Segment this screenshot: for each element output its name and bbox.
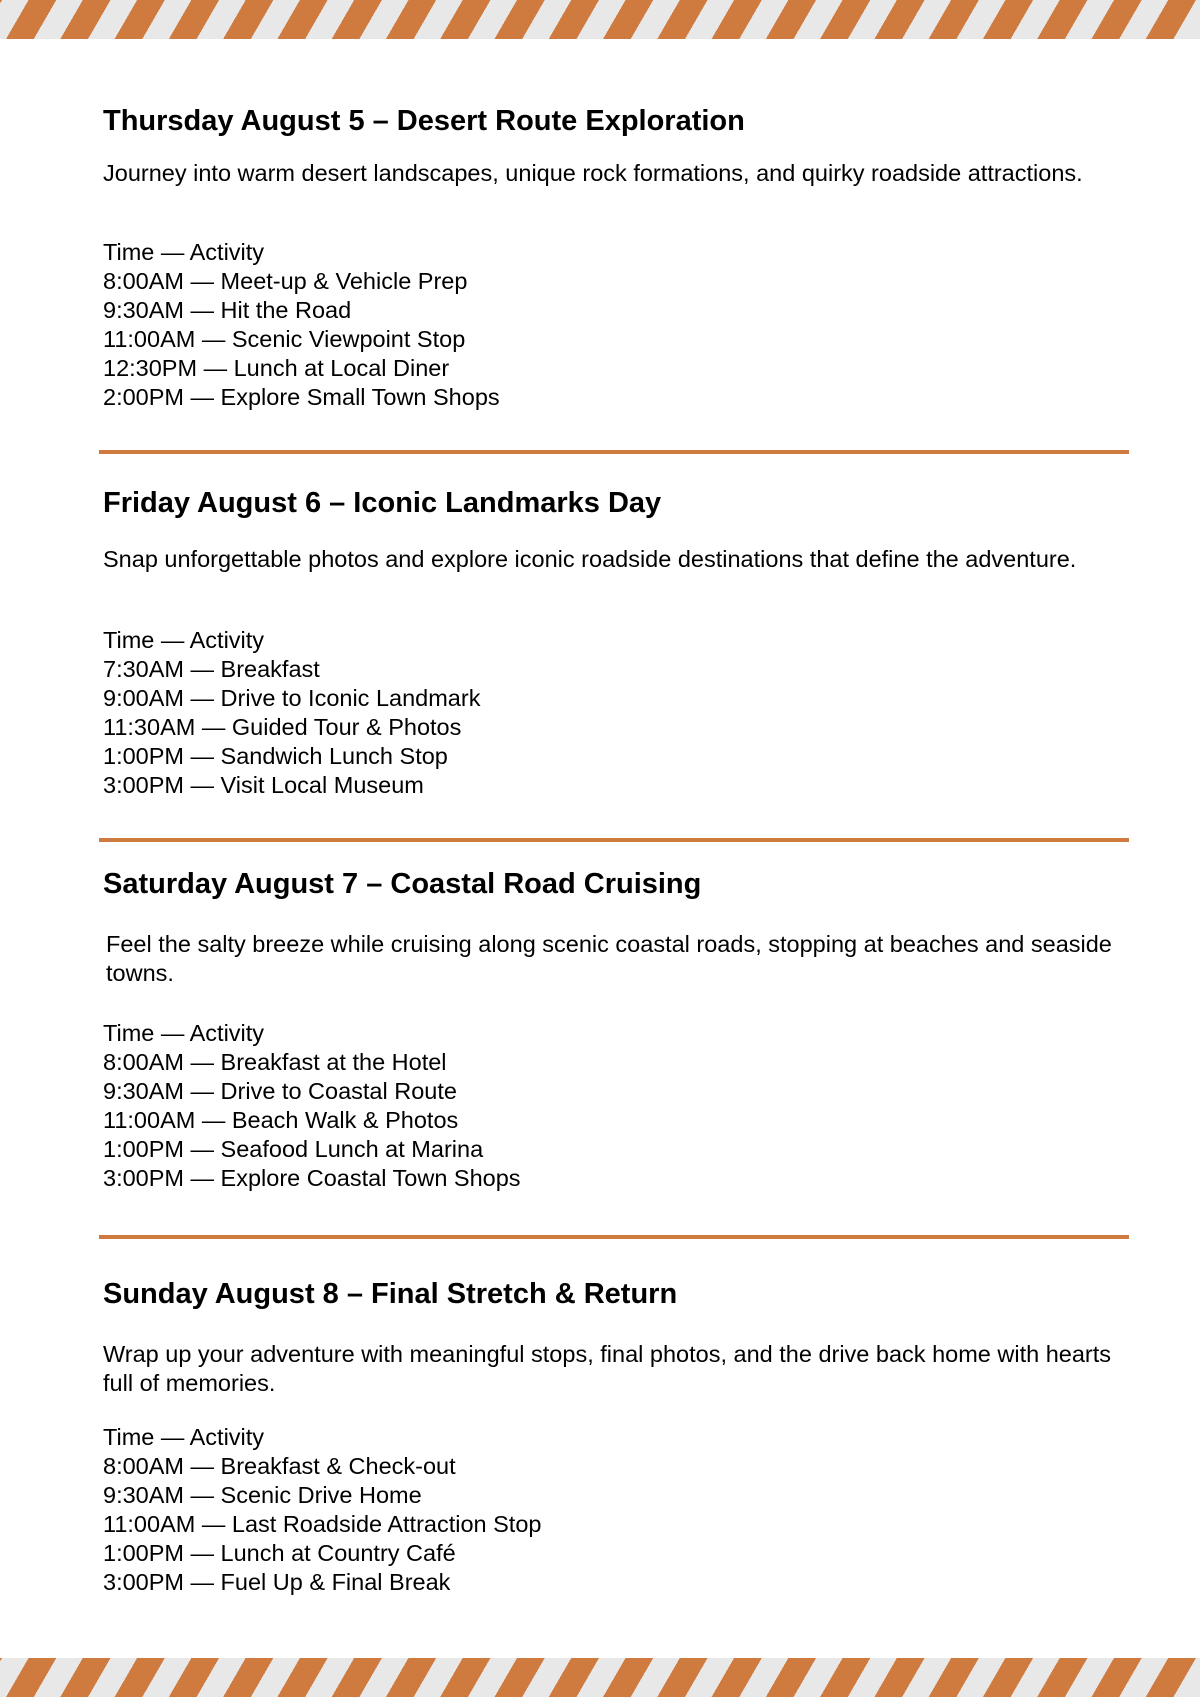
section-divider (99, 450, 1129, 454)
schedule-item: 9:30AM — Hit the Road (103, 297, 352, 323)
section-divider (99, 838, 1129, 842)
schedule-item: 9:30AM — Drive to Coastal Route (103, 1078, 457, 1104)
schedule-list (103, 1423, 541, 1597)
top-stripe-border (0, 0, 1200, 39)
schedule-item: 3:00PM — Explore Coastal Town Shops (103, 1165, 521, 1191)
schedule-item: 8:00AM — Breakfast & Check-out (103, 1453, 456, 1479)
day-section-saturday (103, 867, 1123, 1191)
day-section-friday (103, 486, 1123, 798)
schedule-item: 11:00AM — Beach Walk & Photos (103, 1107, 459, 1133)
schedule-list (103, 1019, 521, 1193)
schedule-item: 8:00AM — Breakfast at the Hotel (103, 1049, 447, 1075)
day-description: Feel the salty breeze while cruising along scenic coastal roads, stopping at beaches and seaside towns. (106, 931, 1112, 986)
schedule-header: Time — Activity (103, 1020, 265, 1046)
schedule-item: 7:30AM — Breakfast (103, 656, 320, 682)
schedule-item: 3:00PM — Visit Local Museum (103, 772, 424, 798)
day-title: Sunday August 8 – Final Stretch & Return (103, 1278, 678, 1310)
day-title: Friday August 6 – Iconic Landmarks Day (103, 487, 662, 519)
schedule-item: 1:00PM — Lunch at Country Café (103, 1540, 456, 1566)
schedule-item: 11:00AM — Last Roadside Attraction Stop (103, 1511, 542, 1537)
schedule-item: 1:00PM — Seafood Lunch at Marina (103, 1136, 484, 1162)
schedule-item: 12:30PM — Lunch at Local Diner (103, 355, 450, 381)
schedule-item: 11:30AM — Guided Tour & Photos (103, 714, 462, 740)
day-section-sunday (103, 1277, 1123, 1595)
schedule-list (103, 238, 500, 412)
day-section-thursday (103, 104, 1123, 410)
schedule-item: 2:00PM — Explore Small Town Shops (103, 384, 500, 410)
schedule-item: 9:00AM — Drive to Iconic Landmark (103, 685, 481, 711)
schedule-header: Time — Activity (103, 627, 265, 653)
day-title: Saturday August 7 – Coastal Road Cruising (103, 868, 702, 900)
schedule-header: Time — Activity (103, 239, 265, 265)
schedule-item: 3:00PM — Fuel Up & Final Break (103, 1569, 451, 1595)
schedule-item: 1:00PM — Sandwich Lunch Stop (103, 743, 448, 769)
schedule-list (103, 626, 480, 800)
schedule-header: Time — Activity (103, 1424, 265, 1450)
schedule-item: 8:00AM — Meet-up & Vehicle Prep (103, 268, 468, 294)
schedule-item: 11:00AM — Scenic Viewpoint Stop (103, 326, 466, 352)
day-description: Snap unforgettable photos and explore iconic roadside destinations that define the adventure. (103, 546, 1077, 572)
day-title: Thursday August 5 – Desert Route Exploration (103, 105, 745, 137)
bottom-stripe-border (0, 1658, 1200, 1697)
section-divider (99, 1235, 1129, 1239)
schedule-item: 9:30AM — Scenic Drive Home (103, 1482, 422, 1508)
day-description: Journey into warm desert landscapes, unique rock formations, and quirky roadside attractions. (103, 160, 1083, 186)
day-description: Wrap up your adventure with meaningful stops, final photos, and the drive back home with hearts full of memories. (103, 1341, 1112, 1396)
